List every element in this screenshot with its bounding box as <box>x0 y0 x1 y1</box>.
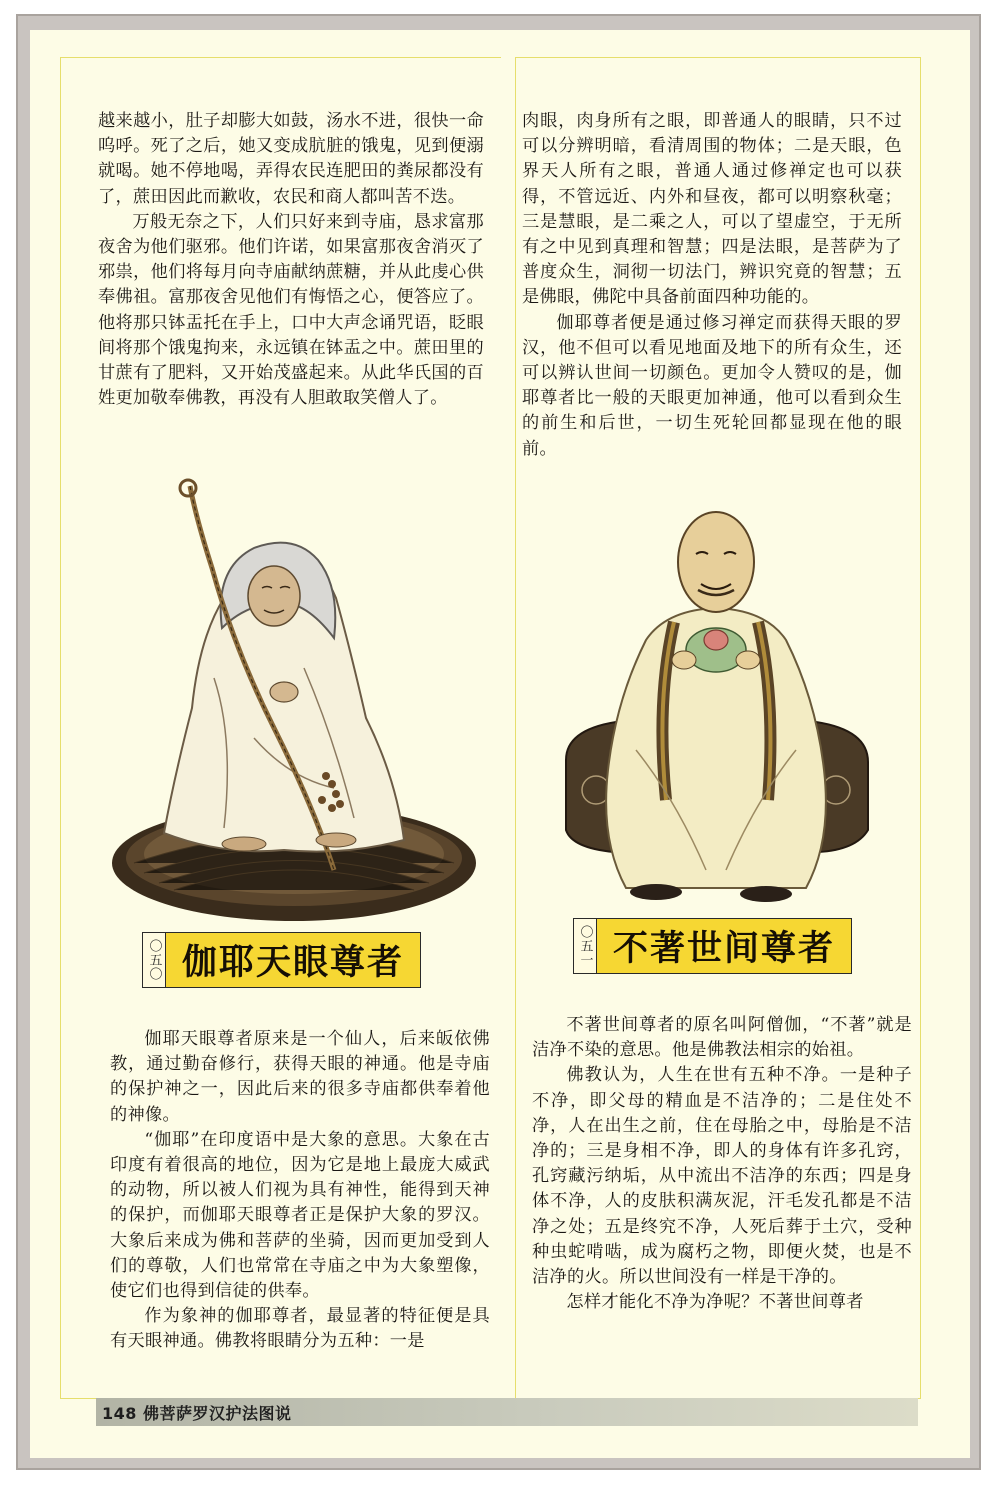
arhat-name: 不著世间尊者 <box>596 918 852 974</box>
paragraph: 佛教认为，人生在世有五种不净。一是种子不净，即父母的精血是不洁净的；二是住处不净，人在出生之前，住在母胎之中，母胎是不洁净的；三是身相不净，即人的身体有许多孔窍，孔窍藏污纳垢，从中流出不洁净的东西；四是身体不净，人的皮肤积满灰泥，汗毛发孔都是不洁净之处；五是终究不净，人死后葬于土穴，受种种虫蛇啃啮，成为腐朽之物，即便火焚，也是不洁净的火。所以世间没有一样是干净的。 <box>532 1065 912 1288</box>
paragraph: 不著世间尊者的原名叫阿僧伽，“不著”就是洁净不染的意思。他是佛教法相宗的始祖。 <box>532 1015 912 1061</box>
paragraph: 肉眼，肉身所有之眼，即普通人的眼睛，只不过可以分辨明暗，看清周围的物体；二是天眼，色界天人所有之眼，普通人通过修禅定也可以获得，不管远近、内外和昼夜，都可以明察秋毫；三是慧眼，是二乘之人，可以了望虚空，于无所有之中见到真理和智慧；四是法眼，是菩萨为了普度众生，洞彻一切法门，辨识究竟的智慧；五是佛眼，佛陀中具备前面四种功能的。 <box>522 111 902 308</box>
paragraph: 怎样才能化不净为净呢？不著世间尊者 <box>566 1292 864 1313</box>
page-number: 148 <box>102 1404 137 1423</box>
paragraph: 伽耶天眼尊者原来是一个仙人，后来皈依佛教，通过勤奋修行，获得天眼的神通。他是寺庙的保护神之一，因此后来的很多寺庙都供奉着他的神像。 <box>110 1029 490 1125</box>
arhat-number: 〇五一 <box>573 918 596 974</box>
right-top-text <box>522 109 902 462</box>
arhat-number: 〇五〇 <box>142 932 165 988</box>
arhat-title-label-051 <box>573 918 852 974</box>
arhat-title-label-050 <box>142 932 421 988</box>
footer <box>102 1401 292 1424</box>
paragraph: 越来越小，肚子却膨大如鼓，汤水不进，很快一命呜呼。死了之后，她又变成肮脏的饿鬼，见到便溺就喝。她不停地喝，弄得农民连肥田的粪尿都没有了，蔗田因此而歉收，农民和商人都叫苦不迭。 <box>98 111 484 207</box>
arhat-name: 伽耶天眼尊者 <box>165 932 421 988</box>
arhat-illustration-gaya <box>104 478 484 933</box>
right-bottom-text <box>532 1013 912 1315</box>
paragraph: 伽耶尊者便是通过修习禅定而获得天眼的罗汉，他不但可以看见地面及地下的所有众生，还可以辨认世间一切颜色。更加令人赞叹的是，伽耶尊者比一般的天眼更加神通，他可以看到众生的前生和后世，一切生死轮回都显现在他的眼前。 <box>522 312 902 459</box>
paragraph: 作为象神的伽耶尊者，最显著的特征便是具有天眼神通。佛教将眼睛分为五种：一是 <box>110 1306 490 1352</box>
left-top-text <box>98 109 484 411</box>
left-bottom-text <box>110 1027 490 1355</box>
book-title: 佛菩萨罗汉护法图说 <box>142 1404 292 1423</box>
paragraph: 万般无奈之下，人们只好来到寺庙，恳求富那夜舍为他们驱邪。他们许诺，如果富那夜舍消灭了邪祟，他们将每月向寺庙献纳蔗糖，并从此虔心供奉佛祖。富那夜舍见他们有悔悟之心，便答应了。他将那只钵盂托在手上，口中大声念诵咒语，眨眼间将那个饿鬼拘来，永远镇在钵盂之中。蔗田里的甘蔗有了肥料，又开始茂盛起来。从此华氏国的百姓更加敬奉佛教，再没有人胆敢取笑僧人了。 <box>98 211 484 409</box>
arhat-illustration-buzhu <box>556 500 876 910</box>
paragraph: “伽耶”在印度语中是大象的意思。大象在古印度有着很高的地位，因为它是地上最庞大威武的动物，所以被人们视为具有神性，能得到天神的保护，而伽耶天眼尊者正是保护大象的罗汉。大象后来成为佛和菩萨的坐骑，因而更加受到人们的尊敬，人们也常常在寺庙之中为大象塑像，使它们也得到信徒的供奉。 <box>110 1129 490 1302</box>
